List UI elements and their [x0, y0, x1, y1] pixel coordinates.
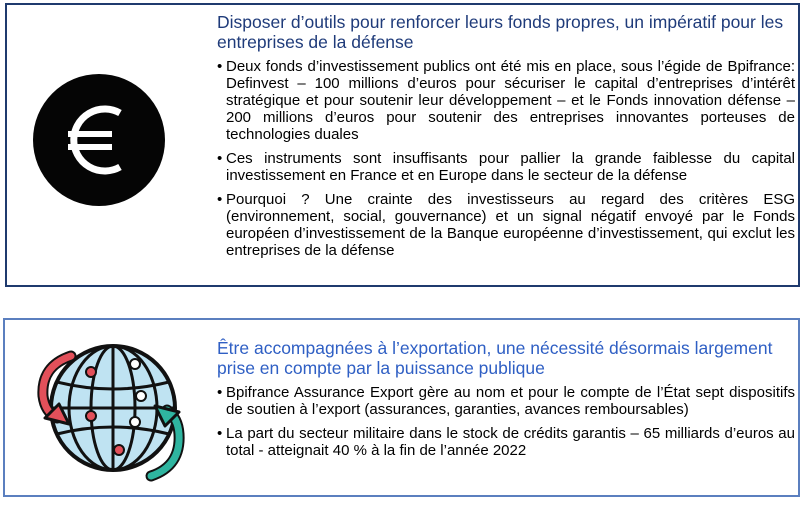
funding-content: [217, 12, 795, 266]
list-item: [217, 384, 795, 418]
bullet-marker: •: [217, 384, 223, 401]
list-item: [217, 150, 795, 184]
globe-export-icon: [31, 326, 191, 490]
bullet-text: La part du secteur militaire dans le stock de crédits garantis – 65 milliards d’euros au total - atteignait 40 % à la fin de l’année 2022: [226, 425, 795, 459]
section-title: Disposer d’outils pour renforcer leurs fonds propres, un impératif pour les entreprises de la défense: [217, 12, 784, 52]
bullet-list: [217, 58, 795, 259]
bullet-marker: •: [217, 191, 223, 208]
bullet-text: Bpifrance Assurance Export gère au nom et pour le compte de l’État sept dispositifs de soutien à l’export (assurances, garanties, avances remboursables): [226, 384, 795, 418]
export-content: [217, 338, 795, 466]
export-panel: [3, 318, 800, 497]
bullet-list: [217, 384, 795, 459]
list-item: [217, 58, 795, 143]
bullet-text: Pourquoi ? Une crainte des investisseurs au regard des critères ESG (environnement, social, gouvernance) et un signal négatif envoyé par le Fonds européen d’investissement de la Banque européenne d’investissement, qui exclut les entreprises de la défense: [226, 191, 795, 259]
bullet-marker: •: [217, 150, 223, 167]
bullet-marker: •: [217, 58, 223, 75]
euro-icon: [32, 73, 166, 207]
bullet-text: Deux fonds d’investissement publics ont été mis en place, sous l’égide de Bpifrance: Definvest – 100 millions d’euros pour sécuriser le capital d’entreprises d’intérêt stratégique et pour soutenir leur développement – et le Fonds innovation défense – 200 millions d’euros pour soutenir des entreprises innovantes porteuses de technologies duales: [226, 58, 795, 143]
section-title: Être accompagnées à l’exportation, une nécessité désormais largement prise en compte par la puissance publique: [217, 338, 773, 378]
bullet-text: Ces instruments sont insuffisants pour pallier la grande faiblesse du capital investissement en France et en Europe dans le secteur de la défense: [226, 150, 795, 184]
bullet-marker: •: [217, 425, 223, 442]
funding-panel: [5, 3, 800, 287]
list-item: [217, 425, 795, 459]
list-item: [217, 191, 795, 259]
